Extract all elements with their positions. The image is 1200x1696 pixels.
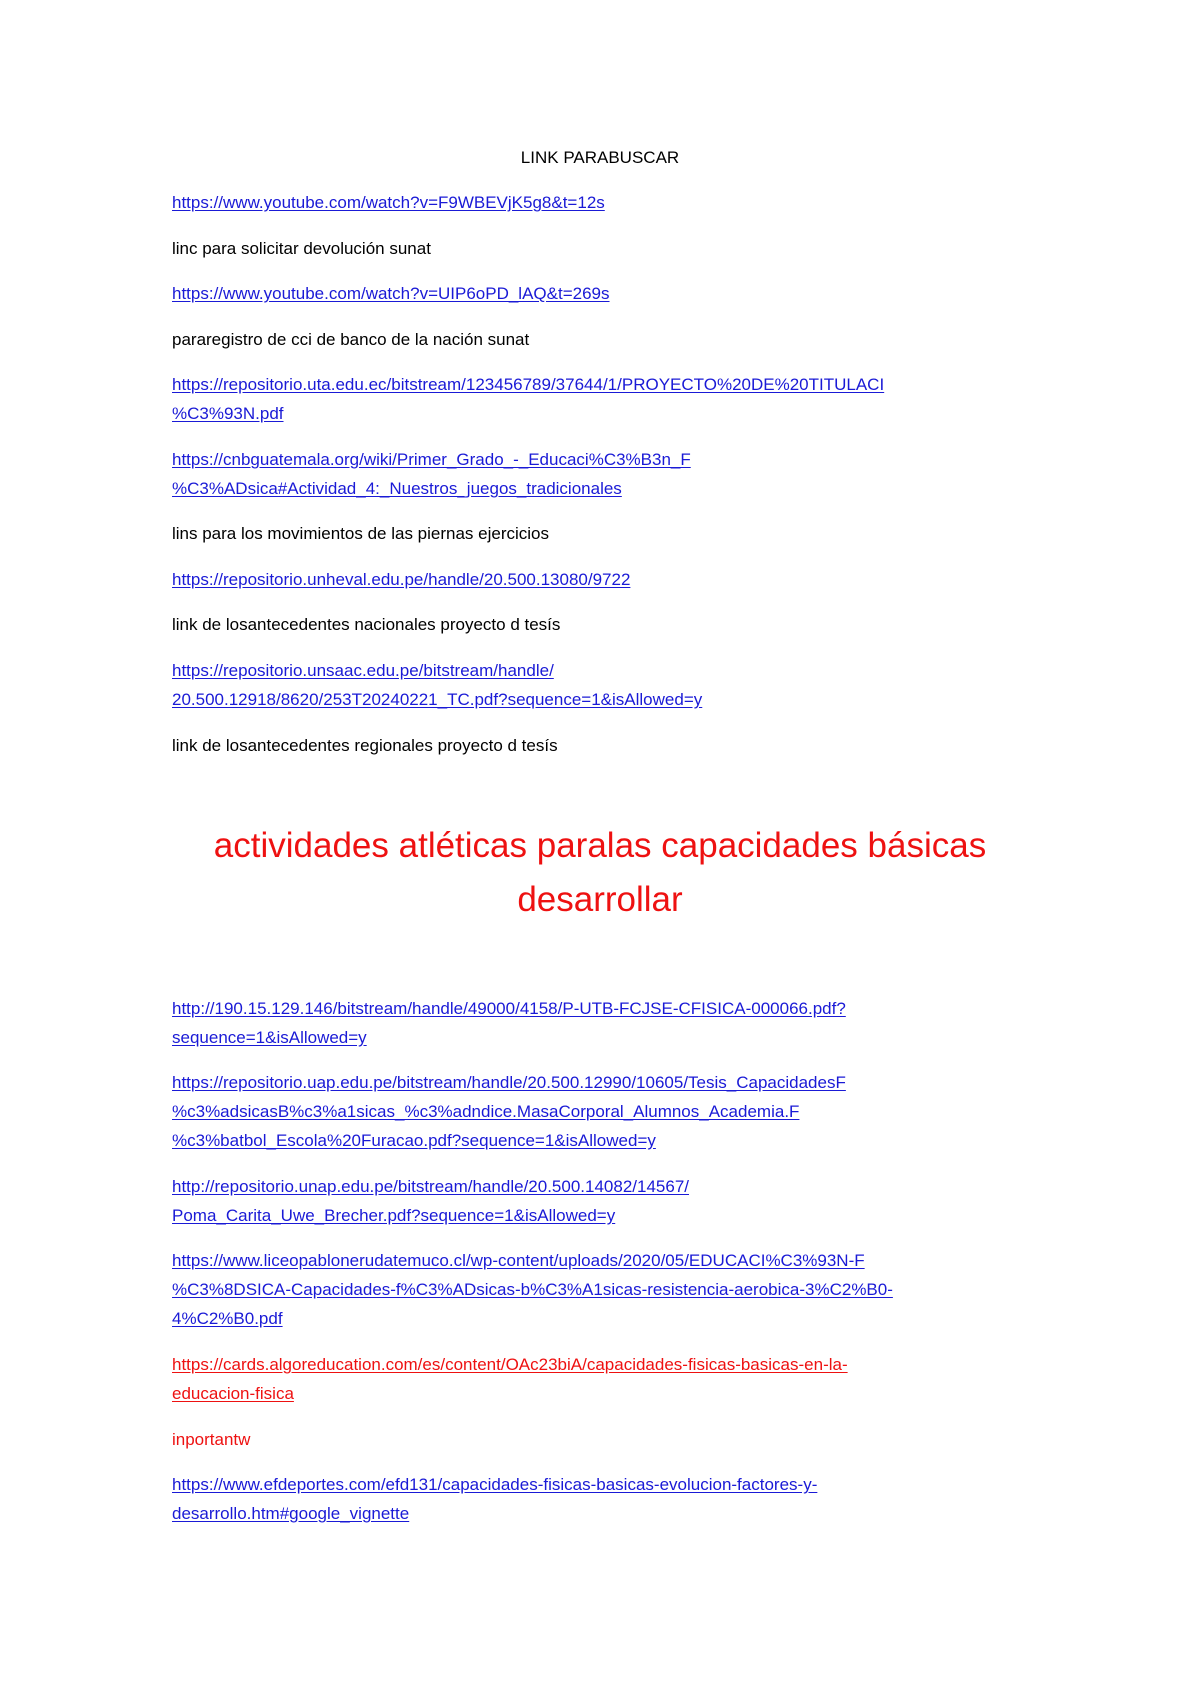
cnb-link-line-1[interactable]: https://cnbguatemala.org/wiki/Primer_Grado_-_Educaci%C3%B3n_F: [172, 450, 691, 469]
unap-link-line-1[interactable]: http://repositorio.unap.edu.pe/bitstream/handle/20.500.14082/14567/: [172, 1177, 689, 1196]
section-heading-line-1: actividades atléticas paralas capacidades básicas: [213, 826, 987, 865]
unsaac-link-line-2[interactable]: 20.500.12918/8620/253T20240221_TC.pdf?sequence=1&isAllowed=y: [172, 690, 703, 709]
youtube-link-cci[interactable]: https://www.youtube.com/watch?v=UIP6oPD_lAQ&t=269s: [172, 284, 610, 303]
utb-link-line-1[interactable]: http://190.15.129.146/bitstream/handle/49000/4158/P-UTB-FCJSE-CFISICA-000066.pdf?: [172, 999, 846, 1018]
uta-link-line-2[interactable]: %C3%93N.pdf: [172, 404, 284, 423]
document-title: LINK PARABUSCAR: [520, 148, 680, 167]
liceo-link-line-1[interactable]: https://www.liceopablonerudatemuco.cl/wp-content/uploads/2020/05/EDUCACI%C3%93N-F: [172, 1251, 865, 1270]
uap-link-line-3[interactable]: %c3%batbol_Escola%20Furacao.pdf?sequence=1&isAllowed=y: [172, 1131, 656, 1150]
efdeportes-link-line-2[interactable]: desarrollo.htm#google_vignette: [172, 1504, 410, 1523]
unap-link-line-2[interactable]: Poma_Carita_Uwe_Brecher.pdf?sequence=1&isAllowed=y: [172, 1206, 616, 1225]
note-piernas: lins para los movimientos de las piernas ejercicios: [172, 524, 549, 543]
liceo-link-line-2[interactable]: %C3%8DSICA-Capacidades-f%C3%ADsicas-b%C3%A1sicas-resistencia-aerobica-3%C2%B0-: [172, 1280, 893, 1299]
cnb-link-line-2[interactable]: %C3%ADsica#Actividad_4:_Nuestros_juegos_tradicionales: [172, 479, 622, 498]
note-antecedentes-regionales: link de losantecedentes regionales proyecto d tesís: [172, 736, 558, 755]
uap-link-line-2[interactable]: %c3%adsicasB%c3%a1sicas_%c3%adndice.MasaCorporal_Alumnos_Academia.F: [172, 1102, 800, 1121]
note-sunat-devolucion: linc para solicitar devolución sunat: [172, 239, 431, 258]
efdeportes-link-line-1[interactable]: https://www.efdeportes.com/efd131/capacidades-fisicas-basicas-evolucion-factores-y-: [172, 1475, 818, 1494]
algoreducation-link-line-1[interactable]: https://cards.algoreducation.com/es/content/OAc23biA/capacidades-fisicas-basicas-en-la-: [172, 1355, 848, 1374]
section-heading-line-2: desarrollar: [517, 880, 683, 919]
algoreducation-link-line-2[interactable]: educacion-fisica: [172, 1384, 294, 1403]
unheval-link[interactable]: https://repositorio.unheval.edu.pe/handle/20.500.13080/9722: [172, 570, 631, 589]
note-importante: inportantw: [172, 1430, 251, 1449]
note-antecedentes-nacionales: link de losantecedentes nacionales proyecto d tesís: [172, 615, 561, 634]
note-cci-banco: pararegistro de cci de banco de la nación sunat: [172, 330, 530, 349]
uap-link-line-1[interactable]: https://repositorio.uap.edu.pe/bitstream/handle/20.500.12990/10605/Tesis_CapacidadesF: [172, 1073, 846, 1092]
youtube-link-devolucion[interactable]: https://www.youtube.com/watch?v=F9WBEVjK5g8&t=12s: [172, 193, 605, 212]
uta-link-line-1[interactable]: https://repositorio.uta.edu.ec/bitstream/123456789/37644/1/PROYECTO%20DE%20TITULACI: [172, 375, 885, 394]
utb-link-line-2[interactable]: sequence=1&isAllowed=y: [172, 1028, 367, 1047]
liceo-link-line-3[interactable]: 4%C2%B0.pdf: [172, 1309, 283, 1328]
unsaac-link-line-1[interactable]: https://repositorio.unsaac.edu.pe/bitstream/handle/: [172, 661, 554, 680]
